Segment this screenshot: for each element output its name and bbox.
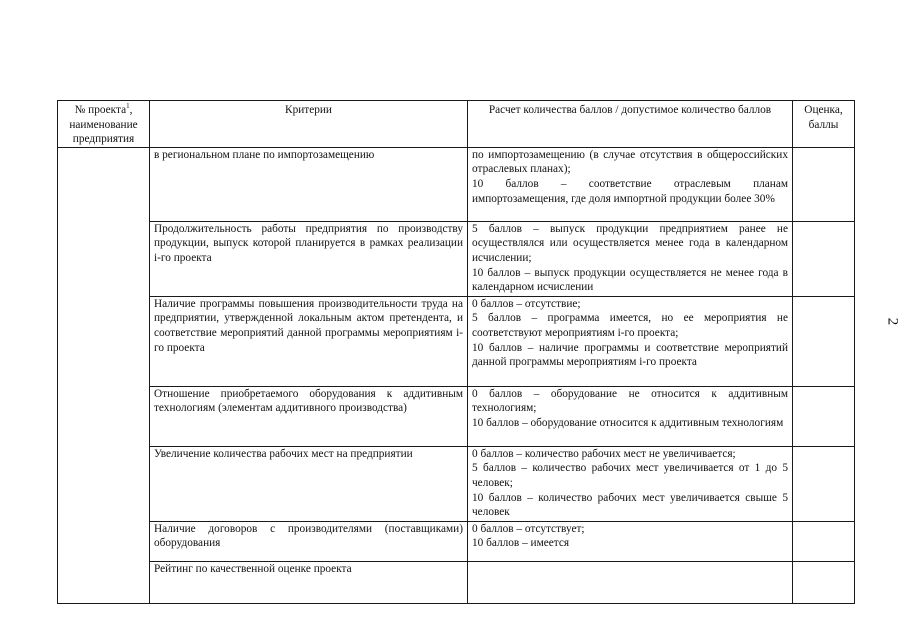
criterion-cell: в региональном плане по импортозамещению xyxy=(150,147,468,221)
criterion-cell: Наличие программы повышения производительности труда на предприятии, утвержденной локальным актом претендента, и соответствие мероприятий данной программы мероприятиям i-го проекта xyxy=(150,296,468,386)
scoring-cell xyxy=(468,521,793,561)
scoring-line: 10 баллов – оборудование относится к аддитивным технологиям xyxy=(472,416,784,429)
scoring-cell xyxy=(468,296,793,386)
page-number: 2 xyxy=(884,317,901,326)
criterion-cell: Отношение приобретаемого оборудования к аддитивным технологиям (элементам аддитивного производства) xyxy=(150,386,468,446)
score-cell[interactable] xyxy=(793,446,855,521)
scoring-line: 10 баллов – соответствие отраслевым планам импортозамещения, где доля импортной продукции более 30% xyxy=(472,177,788,205)
table-row xyxy=(58,221,855,296)
scoring-line: 0 баллов – количество рабочих мест не увеличивается; xyxy=(472,447,736,460)
scoring-cell xyxy=(468,221,793,296)
criterion-cell: Рейтинг по качественной оценке проекта xyxy=(150,561,468,603)
scoring-line: 0 баллов – оборудование не относится к аддитивным технологиям; xyxy=(472,387,788,415)
table-row xyxy=(58,521,855,561)
scoring-line: по импортозамещению (в случае отсутствия в общероссийских отраслевых планах); xyxy=(472,148,788,176)
footnote-mark: 1 xyxy=(126,102,130,111)
header-project-sub: наименование предприятия xyxy=(69,118,138,146)
scoring-line: 0 баллов – отсутствие; xyxy=(472,297,581,310)
score-cell[interactable] xyxy=(793,561,855,603)
scoring-line: 5 баллов – количество рабочих мест увеличивается от 1 до 5 человек; xyxy=(472,462,788,489)
table-row xyxy=(58,446,855,521)
score-cell[interactable] xyxy=(793,221,855,296)
scoring-line: 10 баллов – выпуск продукции осуществляется не менее года в календарном исчислении xyxy=(472,266,788,294)
criterion-cell: Наличие договоров с производителями (поставщиками) оборудования xyxy=(150,521,468,561)
scoring-line: 5 баллов – программа имеется, но ее мероприятия не соответствуют мероприятиям i-го проекта; xyxy=(472,312,788,339)
header-criteria: Критерии xyxy=(150,101,468,148)
table-row xyxy=(58,561,855,603)
scoring-line: 10 баллов – имеется xyxy=(472,537,570,550)
score-cell[interactable] xyxy=(793,386,855,446)
scoring-line: 0 баллов – отсутствует; xyxy=(472,522,585,535)
score-cell[interactable] xyxy=(793,296,855,386)
table-row xyxy=(58,296,855,386)
scoring-line: 5 баллов – выпуск продукции предприятием ранее не осуществлялся или осуществляется менее года в календарном исчислении; xyxy=(472,222,788,264)
header-scoring: Расчет количества баллов / допустимое количество баллов xyxy=(468,101,793,148)
scoring-cell xyxy=(468,561,793,603)
scoring-cell xyxy=(468,386,793,446)
criterion-cell: Увеличение количества рабочих мест на предприятии xyxy=(150,446,468,521)
scoring-line: 10 баллов – наличие программы и соответствие мероприятий данной программы мероприятиям i-го проекта xyxy=(472,341,788,369)
scoring-cell xyxy=(468,446,793,521)
project-cell xyxy=(58,147,150,603)
score-cell[interactable] xyxy=(793,147,855,221)
header-score: Оценка, баллы xyxy=(793,101,855,148)
table-row xyxy=(58,386,855,446)
header-project xyxy=(58,101,150,148)
scoring-cell xyxy=(468,147,793,221)
score-cell[interactable] xyxy=(793,521,855,561)
table-row xyxy=(58,147,855,221)
criteria-table xyxy=(57,100,855,604)
header-project-label: № проекта xyxy=(74,104,127,116)
table-header-row xyxy=(58,101,855,148)
header-project-comma: , xyxy=(129,104,133,116)
scoring-line: 10 баллов – количество рабочих мест увеличивается свыше 5 человек xyxy=(472,491,788,519)
criterion-cell: Продолжительность работы предприятия по производству продукции, выпуск которой планируется в рамках реализации i-го проекта xyxy=(150,221,468,296)
